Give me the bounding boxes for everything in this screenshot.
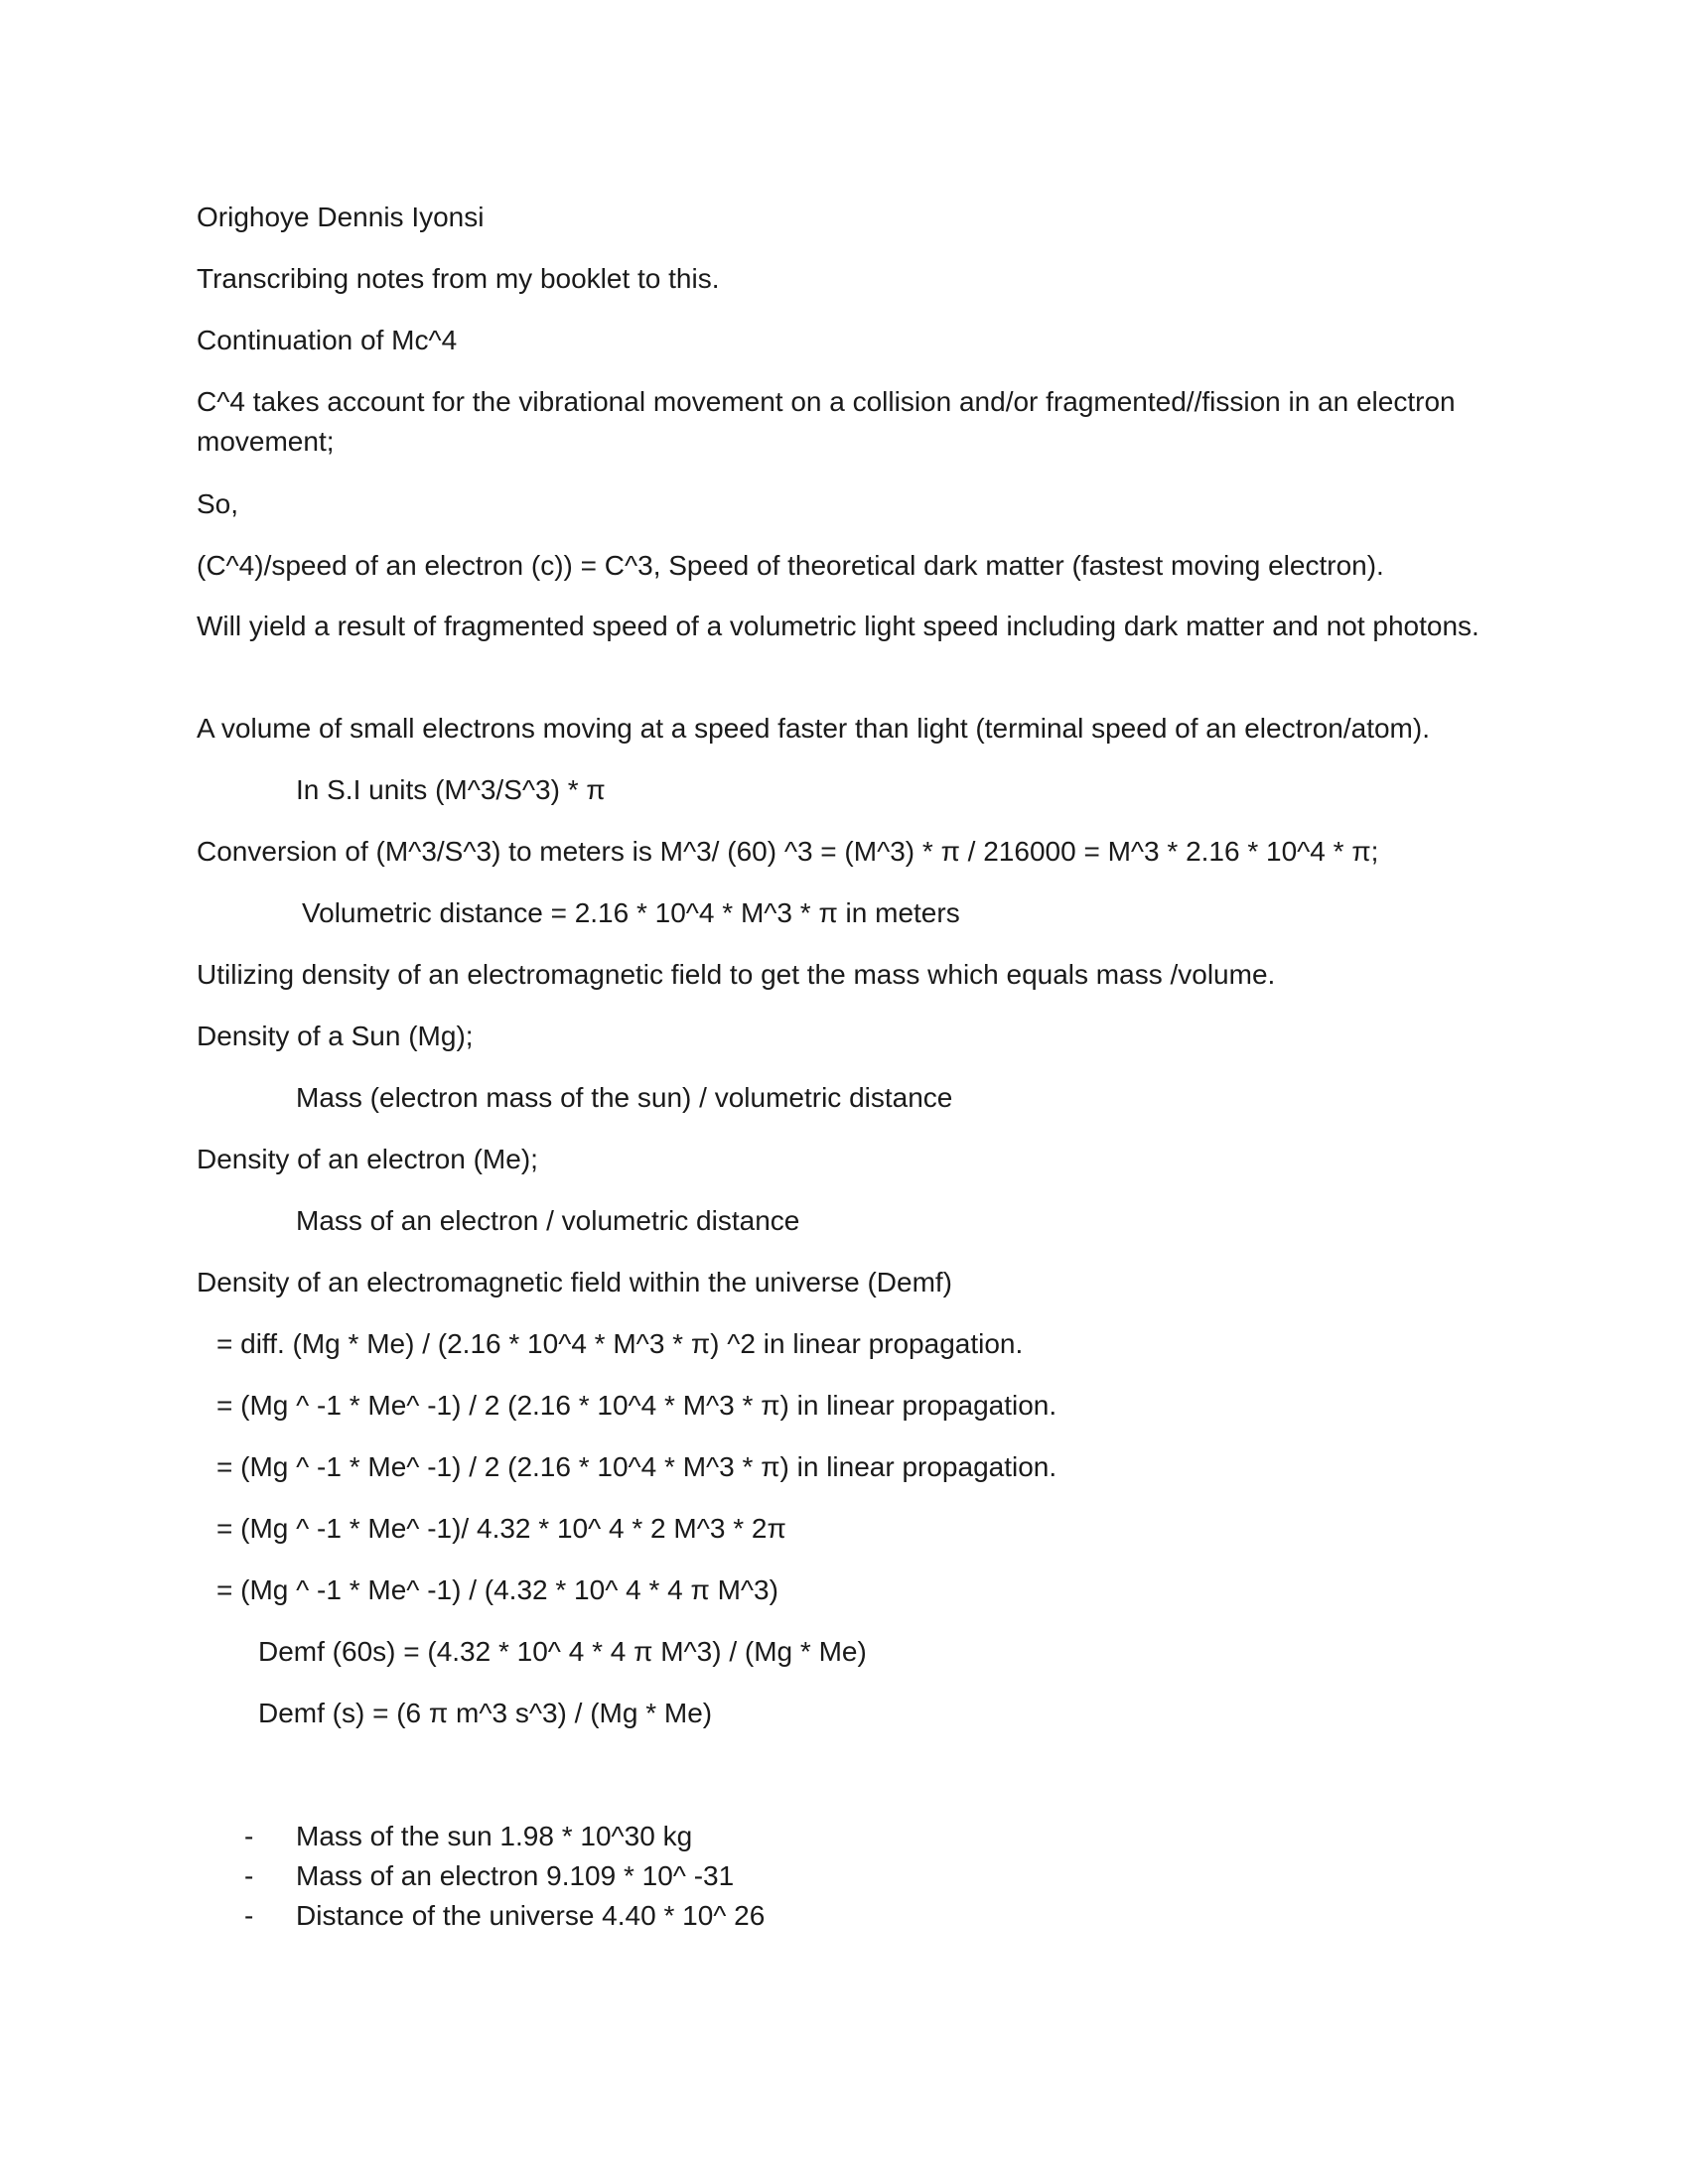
author-name: Orighoye Dennis Iyonsi	[197, 202, 485, 232]
density-sun-heading: Density of a Sun (Mg);	[197, 1021, 474, 1051]
subtitle-line: Continuation of Mc^4	[197, 325, 458, 355]
equation-1: = diff. (Mg * Me) / (2.16 * 10^4 * M^3 * π) ^2 in linear propagation.	[216, 1328, 1024, 1359]
equation-3: = (Mg ^ -1 * Me^ -1) / 2 (2.16 * 10^4 * M^3 * π) in linear propagation.	[216, 1451, 1057, 1482]
intro-line: Transcribing notes from my booklet to this.	[197, 263, 720, 294]
paragraph-c3: (C^4)/speed of an electron (c)) = C^3, Speed of theoretical dark matter (fastest moving electron).	[197, 550, 1384, 581]
list-item: Mass of the sun 1.98 * 10^30 kg	[296, 1821, 693, 1851]
equation-4: = (Mg ^ -1 * Me^ -1)/ 4.32 * 10^ 4 * 2 M^3 * 2π	[216, 1513, 786, 1544]
paragraph-yield: Will yield a result of fragmented speed of a volumetric light speed including dark matter and not photons.	[197, 611, 1479, 641]
equation-2: = (Mg ^ -1 * Me^ -1) / 2 (2.16 * 10^4 * M^3 * π) in linear propagation.	[216, 1390, 1057, 1421]
density-emf-heading: Density of an electromagnetic field within the universe (Demf)	[197, 1267, 953, 1297]
paragraph-c4: C^4 takes account for the vibrational movement on a collision and/or fragmented//fission in an electron movement;	[197, 386, 1456, 457]
utilizing-line: Utilizing density of an electromagnetic field to get the mass which equals mass /volume.	[197, 959, 1276, 990]
volumetric-distance-line: Volumetric distance = 2.16 * 10^4 * M^3 * π in meters	[302, 897, 960, 928]
mass-electron-formula: Mass of an electron / volumetric distance	[296, 1205, 800, 1236]
demf-60s-line: Demf (60s) = (4.32 * 10^ 4 * 4 π M^3) / (Mg * Me)	[258, 1636, 867, 1667]
list-item: Mass of an electron 9.109 * 10^ -31	[296, 1860, 735, 1891]
conversion-line: Conversion of (M^3/S^3) to meters is M^3/ (60) ^3 = (M^3) * π / 216000 = M^3 * 2.16 * 10^4 * π;	[197, 836, 1379, 867]
list-item: Distance of the universe 4.40 * 10^ 26	[296, 1900, 766, 1931]
equation-5: = (Mg ^ -1 * Me^ -1) / (4.32 * 10^ 4 * 4 π M^3)	[216, 1574, 778, 1605]
bullet-marker: -	[244, 1821, 254, 1851]
mass-sun-formula: Mass (electron mass of the sun) / volumetric distance	[296, 1082, 953, 1113]
bullet-marker: -	[244, 1900, 254, 1931]
paragraph-volume: A volume of small electrons moving at a speed faster than light (terminal speed of an electron/atom).	[197, 713, 1430, 744]
si-units-line: In S.I units (M^3/S^3) * π	[296, 774, 606, 805]
demf-s-line: Demf (s) = (6 π m^3 s^3) / (Mg * Me)	[258, 1698, 713, 1728]
bullet-marker: -	[244, 1860, 254, 1891]
density-electron-heading: Density of an electron (Me);	[197, 1144, 538, 1174]
so-line: So,	[197, 488, 239, 519]
